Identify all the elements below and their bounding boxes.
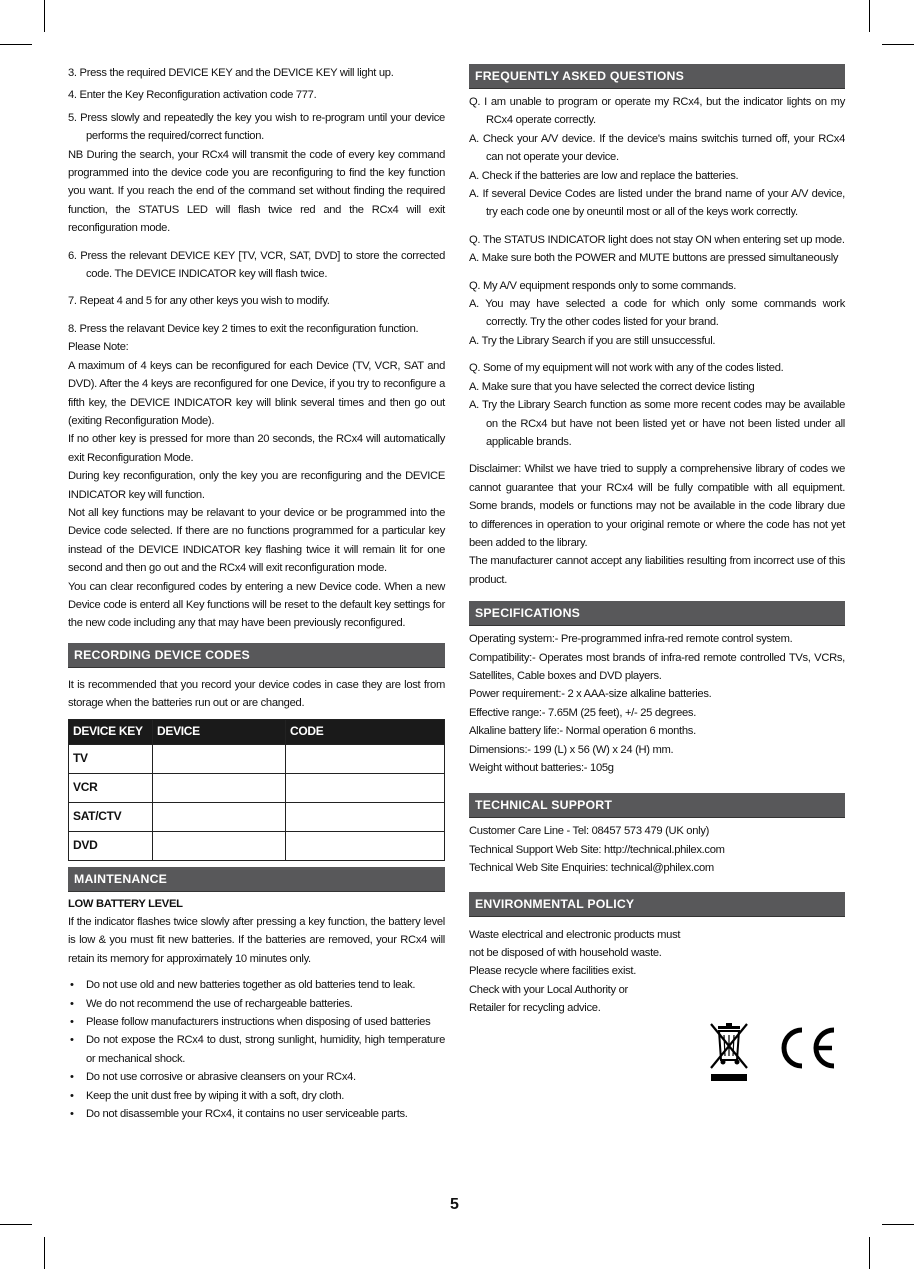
device-cell[interactable]: [153, 831, 286, 860]
crop-mark: [0, 44, 32, 45]
faq-line: A. Try the Library Search if you are still unsuccessful.: [469, 334, 716, 347]
disclaimer: Disclaimer: Whilst we have tried to supply a comprehensive library of codes we cannot guarantee that your RCx4 will be fully compatible with all equipment. Some brands, models or functions may not be available in the code library due to differences in operation to your original remote or where the code has not yet been added to the library.: [469, 463, 845, 549]
faq-line: A. Check your A/V device. If the device's mains switchis turned off, your RCx4 can not operate your device.: [469, 132, 845, 164]
col-device-key: DEVICE KEY: [69, 719, 153, 744]
low-battery-text: If the indicator flashes twice slowly after pressing a key function, the battery level is low & you must fit new batteries. If the batteries are removed, your RCx4 will retain its memory for approximately 10 minutes only.: [68, 916, 445, 965]
device-code-table: [68, 719, 445, 861]
code-cell[interactable]: [286, 773, 445, 802]
step-7: 7. Repeat 4 and 5 for any other keys you wish to modify.: [68, 295, 330, 308]
left-column: [68, 64, 445, 1123]
faq-line: A. Check if the batteries are low and replace the batteries.: [469, 169, 739, 182]
faq-heading: FREQUENTLY ASKED QUESTIONS: [469, 64, 845, 89]
col-code: CODE: [286, 719, 445, 744]
device-cell[interactable]: [153, 773, 286, 802]
env-line: Check with your Local Authority or: [469, 983, 628, 996]
page-number: 5: [450, 1196, 459, 1213]
spec-line: Alkaline battery life:- Normal operation 6 months.: [469, 725, 696, 738]
device-cell[interactable]: [153, 802, 286, 831]
code-cell[interactable]: [286, 744, 445, 773]
crop-mark: [44, 0, 45, 32]
support-list: [469, 822, 845, 877]
environmental-heading: ENVIRONMENTAL POLICY: [469, 892, 845, 917]
faq-line: Q. The STATUS INDICATOR light does not stay ON when entering set up mode.: [469, 233, 845, 246]
code-cell[interactable]: [286, 802, 445, 831]
table-row: [69, 802, 445, 831]
spec-line: Operating system:- Pre-programmed infra-red remote control system.: [469, 633, 793, 646]
nb-paragraph: NB During the search, your RCx4 will transmit the code of every key command programmed into the device code you are reconfiguring to find the key function you want. If you reach the end of the command set without finding the required function, the STATUS LED will flash twice red and the RCx4 will exit reconfiguration mode.: [68, 148, 445, 235]
row-label: DVD: [69, 831, 153, 860]
faq-line: Q. My A/V equipment responds only to some commands.: [469, 279, 737, 292]
maintenance-heading: MAINTENANCE: [68, 867, 445, 892]
crop-mark: [0, 1224, 32, 1225]
faq-line: A. Make sure that you have selected the correct device listing: [469, 380, 755, 393]
ce-mark-icon: [777, 1025, 839, 1071]
env-line: Waste electrical and electronic products must: [469, 928, 681, 941]
col-device: DEVICE: [153, 719, 286, 744]
crop-mark: [882, 44, 914, 45]
specifications-list: [469, 630, 845, 777]
spec-line: Weight without batteries:- 105g: [469, 762, 614, 774]
step-5: 5. Press slowly and repeatedly the key you wish to re-program until your device performs the required/correct function.: [68, 111, 445, 143]
table-row: [69, 773, 445, 802]
faq-group-1: [469, 93, 845, 222]
step-6: 6. Press the relevant DEVICE KEY [TV, VCR, SAT, DVD] to store the corrected code. The DEVICE INDICATOR key will flash twice.: [68, 249, 445, 281]
low-battery-title: LOW BATTERY LEVEL: [68, 897, 183, 910]
note-5: You can clear reconfigured codes by entering a new Device code. When a new Device code is enterd all Key functions will be reset to the default key settings for the new code including any that may have been previously reconfigured.: [68, 580, 445, 630]
faq-group-2: [469, 231, 845, 268]
faq-line: A. Make sure both the POWER and MUTE buttons are pressed simultaneously: [469, 252, 839, 265]
env-line: Please recycle where facilities exist.: [469, 965, 637, 978]
list-item: • Do not use corrosive or abrasive cleansers on your RCx4.: [68, 1068, 445, 1086]
support-email: Technical Web Site Enquiries: technical@philex.com: [469, 862, 714, 875]
recording-heading: RECORDING DEVICE CODES: [68, 643, 445, 668]
faq-group-4: [469, 359, 845, 451]
note-3: During key reconfiguration, only the key you are reconfiguring and the DEVICE INDICATOR key will function.: [68, 470, 445, 501]
faq-line: Q. Some of my equipment will not work with any of the codes listed.: [469, 362, 784, 375]
list-item: • Keep the unit dust free by wiping it with a soft, dry cloth.: [68, 1087, 445, 1105]
list-item: • Please follow manufacturers instructions when disposing of used batteries: [68, 1013, 445, 1031]
env-line: Retailer for recycling advice.: [469, 1002, 601, 1015]
faq-line: Q. I am unable to program or operate my RCx4, but the indicator lights on my RCx4 operate correctly.: [469, 96, 845, 127]
note-1: A maximum of 4 keys can be reconfigured for each Device (TV, VCR, SAT and DVD). After the 4 keys are reconfigured for one Device, if you try to reconfigure a fifth key, the DEVICE INDICATOR key will blink several times and then go out (exiting Reconfiguration Mode).: [68, 359, 445, 427]
support-website: Technical Support Web Site: http://technical.philex.com: [469, 843, 725, 856]
liability-note: The manufacturer cannot accept any liabilities resulting from incorrect use of this product.: [469, 555, 845, 586]
list-item: • Do not use old and new batteries together as old batteries tend to leak.: [68, 976, 445, 994]
row-label: SAT/CTV: [69, 802, 153, 831]
step-8: 8. Press the relavant Device key 2 times to exit the reconfiguration function.: [68, 322, 419, 335]
support-phone: Customer Care Line - Tel: 08457 573 479 (UK only): [469, 825, 710, 838]
list-item: • We do not recommend the use of rechargeable batteries.: [68, 995, 445, 1013]
spec-line: Power requirement:- 2 x AAA-size alkaline batteries.: [469, 688, 712, 701]
list-item: • Do not disassemble your RCx4, it contains no user serviceable parts.: [68, 1105, 445, 1123]
table-row: [69, 744, 445, 773]
right-column: [469, 64, 845, 1018]
code-cell[interactable]: [286, 831, 445, 860]
technical-support-heading: TECHNICAL SUPPORT: [469, 793, 845, 818]
table-row: [69, 831, 445, 860]
note-4: Not all key functions may be relavant to your device or be programmed into the Device code selected. If there are no functions programmed for a particular key instead of the DEVICE INDICATOR key flashing twice it will remain lit for one second and then go out and the RCx4 will exit reconfiguration mode.: [68, 506, 445, 575]
environment-text: [469, 926, 845, 1018]
list-item: • Do not expose the RCx4 to dust, strong sunlight, humidity, high temperature or mechanical shock.: [68, 1031, 445, 1068]
specifications-heading: SPECIFICATIONS: [469, 601, 845, 626]
step-3: 3. Press the required DEVICE KEY and the DEVICE KEY will light up.: [68, 67, 394, 79]
env-line: not be disposed of with household waste.: [469, 947, 662, 960]
crop-mark: [869, 0, 870, 32]
faq-line: A. If several Device Codes are listed under the brand name of your A/V device, try each code one by oneuntil most or all of the keys work correctly.: [469, 188, 845, 219]
table-header-row: [69, 719, 445, 744]
device-cell[interactable]: [153, 744, 286, 773]
faq-line: A. Try the Library Search function as some more recent codes may be available on the RCx4 but have not been listed yet or have not been listed under all applicable brands.: [469, 399, 845, 448]
recording-text: It is recommended that you record your device codes in case they are lost from storage when the batteries run out or are changed.: [68, 678, 445, 710]
faq-group-3: [469, 277, 845, 351]
spec-line: Compatibility:- Operates most brands of infra-red remote controlled TVs, VCRs, Satellites, Cable boxes and DVD players.: [469, 651, 845, 682]
step-4: 4. Enter the Key Reconfiguration activation code 777.: [68, 89, 317, 102]
faq-line: A. You may have selected a code for which only some commands work correctly. Try the other codes listed for your brand.: [469, 298, 845, 329]
row-label: VCR: [69, 773, 153, 802]
note-2: If no other key is pressed for more than 20 seconds, the RCx4 will automatically exit Reconfiguration Mode.: [68, 433, 445, 464]
crop-mark: [882, 1224, 914, 1225]
please-note: Please Note:: [68, 341, 129, 354]
crop-mark: [869, 1237, 870, 1269]
spec-line: Dimensions:- 199 (L) x 56 (W) x 24 (H) mm.: [469, 743, 674, 756]
spec-line: Effective range:- 7.65M (25 feet), +/- 25 degrees.: [469, 706, 697, 719]
crop-mark: [44, 1237, 45, 1269]
weee-bin-icon: [707, 1020, 751, 1084]
maintenance-bullets: [68, 976, 445, 1123]
row-label: TV: [69, 744, 153, 773]
